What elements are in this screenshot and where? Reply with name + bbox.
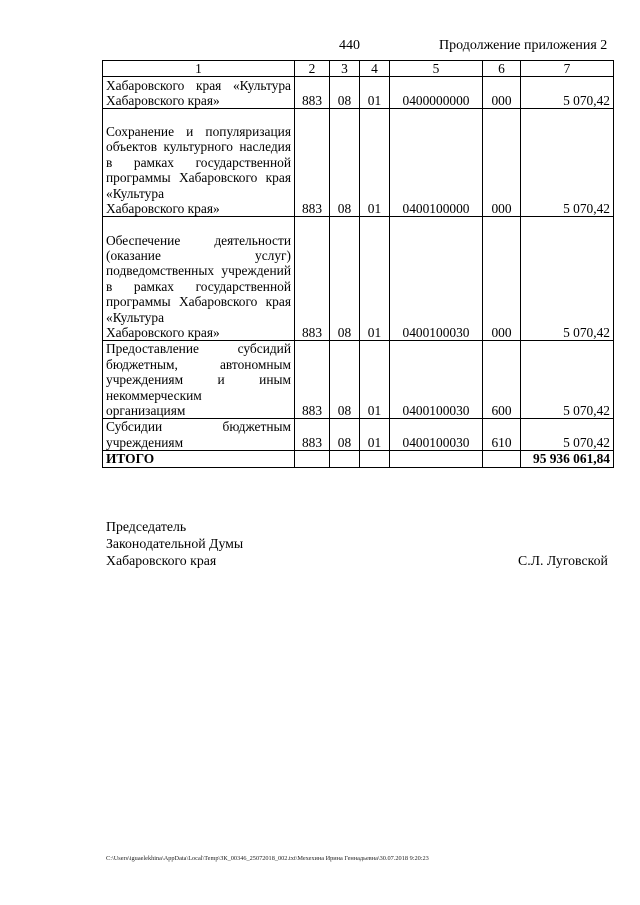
cell-c6: 000 xyxy=(483,109,521,217)
empty-cell xyxy=(483,451,521,467)
signature-line: Председатель xyxy=(106,519,187,534)
row-name-line: Хабаровского края «Культура xyxy=(106,170,291,201)
continuation-label: Продолжение приложения 2 xyxy=(439,38,608,53)
page-number: 440 xyxy=(339,38,360,53)
row-name xyxy=(103,217,295,341)
cell-c3: 08 xyxy=(330,341,360,419)
cell-c5: 0400100030 xyxy=(390,217,483,341)
table-header-row xyxy=(103,61,614,77)
cell-c2: 883 xyxy=(295,341,330,419)
signature-line: Хабаровского края xyxy=(106,553,217,568)
row-name-line: Хабаровского края «Культура xyxy=(106,77,291,93)
cell-c2: 883 xyxy=(295,419,330,451)
row-name-line: (оказание услуг) xyxy=(106,247,291,263)
row-name-line: Хабаровского края» xyxy=(106,93,220,108)
row-name-line: учреждениям xyxy=(106,434,184,450)
cell-c6: 000 xyxy=(483,77,521,109)
row-name-line: Хабаровского края» xyxy=(106,201,220,216)
cell-c4: 01 xyxy=(360,419,390,451)
row-name-line: учреждениям и иным xyxy=(106,372,291,388)
row-name xyxy=(103,419,295,451)
row-name-line: подведомственных xyxy=(106,263,215,279)
row-name xyxy=(103,109,295,217)
row-name-line: Обеспечение деятельности xyxy=(106,232,291,248)
cell-c7: 5 070,42 xyxy=(521,341,614,419)
row-name-line: организациям xyxy=(106,403,186,419)
row-name-line: Хабаровского края» xyxy=(106,325,220,340)
empty-cell xyxy=(295,451,330,467)
cell-c4: 01 xyxy=(360,217,390,341)
signature-title xyxy=(106,518,243,569)
cell-c6: 600 xyxy=(483,341,521,419)
empty-cell xyxy=(330,451,360,467)
budget-table xyxy=(102,60,614,468)
cell-c2: 883 xyxy=(295,109,330,217)
row-name-line: государственной программы xyxy=(106,154,291,186)
total-label: ИТОГО xyxy=(103,451,295,467)
table-row xyxy=(103,419,614,451)
cell-c6: 610 xyxy=(483,419,521,451)
column-header: 6 xyxy=(483,61,521,77)
row-name-line: Предоставление субсидий xyxy=(106,341,291,357)
cell-c4: 01 xyxy=(360,341,390,419)
empty-cell xyxy=(390,451,483,467)
cell-c5: 0400100030 xyxy=(390,341,483,419)
row-name-line: Сохранение и популяризация xyxy=(106,123,291,139)
total-amount: 95 936 061,84 xyxy=(521,451,614,467)
table-row xyxy=(103,77,614,109)
column-header: 4 xyxy=(360,61,390,77)
cell-c7: 5 070,42 xyxy=(521,419,614,451)
empty-cell xyxy=(360,451,390,467)
cell-c5: 0400100030 xyxy=(390,419,483,451)
table-row xyxy=(103,217,614,341)
cell-c3: 08 xyxy=(330,419,360,451)
row-name-line: некоммерческим xyxy=(106,387,202,403)
column-header: 5 xyxy=(390,61,483,77)
column-header: 7 xyxy=(521,61,614,77)
cell-c3: 08 xyxy=(330,217,360,341)
cell-c7: 5 070,42 xyxy=(521,77,614,109)
cell-c4: 01 xyxy=(360,77,390,109)
row-name-line: учреждений в рамках xyxy=(106,263,291,294)
column-header: 3 xyxy=(330,61,360,77)
signature-line: Законодательной Думы xyxy=(106,536,244,551)
column-header: 1 xyxy=(103,61,295,77)
cell-c2: 883 xyxy=(295,77,330,109)
row-name-line: наследия в рамках xyxy=(106,139,291,170)
row-name-line: государственной программы xyxy=(106,278,291,310)
cell-c7: 5 070,42 xyxy=(521,217,614,341)
table-row xyxy=(103,109,614,217)
column-header: 2 xyxy=(295,61,330,77)
cell-c2: 883 xyxy=(295,217,330,341)
cell-c5: 0400100000 xyxy=(390,109,483,217)
row-name xyxy=(103,77,295,109)
cell-c3: 08 xyxy=(330,77,360,109)
cell-c3: 08 xyxy=(330,109,360,217)
cell-c5: 0400000000 xyxy=(390,77,483,109)
total-row xyxy=(103,451,614,467)
cell-c7: 5 070,42 xyxy=(521,109,614,217)
table-row xyxy=(103,341,614,419)
signatory-name: С.Л. Луговской xyxy=(518,553,608,568)
file-path-footer: C:\Users\iguaelekhina\AppData\Local\Temp\ЗК_00346_25072018_002.txt\Мехехина Ирина Геннадьевна\30.07.2018 9:20:23 xyxy=(106,855,429,862)
row-name-line: Хабаровского края «Культура xyxy=(106,294,291,325)
cell-c6: 000 xyxy=(483,217,521,341)
row-name-line: Субсидии бюджетным xyxy=(106,419,291,435)
row-name-line: объектов культурного xyxy=(106,139,233,155)
row-name-line: бюджетным, автономным xyxy=(106,356,291,372)
cell-c4: 01 xyxy=(360,109,390,217)
row-name xyxy=(103,341,295,419)
